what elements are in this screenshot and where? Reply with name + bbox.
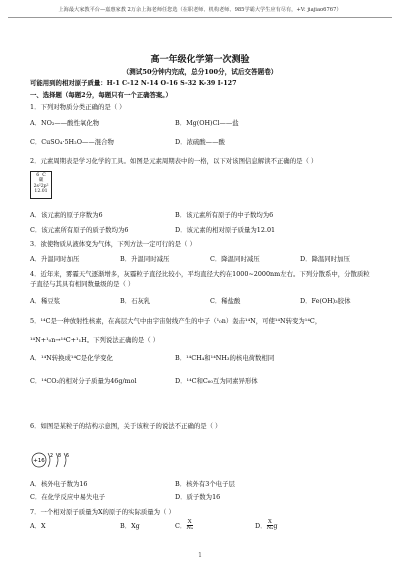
question-5-option-a: A．¹⁴N转换成¹⁴C是化学变化 [30,354,113,362]
header-rule [8,17,392,18]
question-2-option-a: A．该元素的原子序数为6 [30,211,103,219]
question-7-option-b: B．Xg [120,522,140,530]
question-4-option-c: C．稀盐酸 [210,297,241,305]
question-6-option-c: C．在化学反应中易失电子 [30,493,106,501]
question-3-option-a: A．升温同时加压 [30,255,80,263]
question-2-option-b: B．该元素所有原子的中子数均为6 [175,211,274,219]
question-1-option-d: D．浓硫酸——酸 [175,138,225,146]
question-2-option-d: D．该元素的相对原子质量为12.01 [175,226,276,234]
question-7-option-c: C． $\frac{X}{\text{Nₐ}}$ [175,519,194,532]
page-header: 上海最大家教平台—嘉惠家教 2万余上海老师任您选（在职老师、机构老师、985学霸大学生应有尽有，+V: jiajiao6767） [58,7,342,13]
shell-3-electrons: 6 [65,453,70,459]
question-6-stem: 6．如图是某粒子的结构示意图，关于该粒子的说法不正确的是（ ） [30,422,222,430]
question-2-option-c: C．该元素所有原子的质子数均为6 [30,226,129,234]
shell-1-electrons: 2 [49,453,54,459]
question-6-option-b: B．核外有3个电子层 [175,480,235,488]
question-3-option-b: B．升温同时减压 [120,255,170,263]
exam-subtitle: （测试50分钟内完成，总分100分，试后交答题卷） [122,68,278,76]
question-4-option-b: B．石灰乳 [120,297,151,305]
section-heading: 一、选择题（每题2分，每题只有一个正确答案。） [30,91,172,99]
question-4-option-d: D．Fe(OH)₃胶体 [300,297,351,305]
question-5-option-d: D．¹⁴C和C₆₀互为同素异形体 [175,377,258,385]
question-2-stem: 2．元素周期表是学习化学的工具。如图是元素周期表中的一格，以下对该图信息解读不正确的是（ ） [30,157,318,165]
fraction-c: $\frac{X}{\text{Nₐ}}$ [186,519,194,532]
question-4-option-a: A．稀豆浆 [30,297,61,305]
question-7-option-d: D． $\frac{X}{\text{Nₐ}}$ g [255,519,278,532]
element-number: 6 [36,173,40,178]
question-5-option-c: C．¹⁴CO₂的相对分子质量为46g/mol [30,377,137,385]
question-1-option-c: C．CuSO₄·5H₂O——混合物 [30,138,114,146]
question-7-option-a: A．X [30,522,46,530]
element-name: 碳 [38,178,44,184]
element-mass: 12.01 [34,188,48,194]
nucleus-charge: +16 [33,458,45,465]
question-1-option-b: B．Mg(OH)Cl——盐 [175,119,239,127]
element-config: 2s²2p² [33,183,49,189]
question-5-stem-line1: 5．¹⁴C是一种放射性核素，在高层大气中由宇宙射线产生的中子（¹₀n）轰击¹⁴N，可使¹⁴N转变为¹⁴C， [30,317,322,325]
atomic-mass-line: 可能用到的相对原子质量：H-1 C-12 N-14 O-16 S-32 K-39 I-127 [30,79,237,87]
periodic-table-cell [30,171,52,199]
question-6-option-a: A．核外电子数为16 [30,480,88,488]
question-7-stem: 7．一个相对原子质量为X的原子的实际质量为（ ） [30,508,175,516]
question-3-stem: 3．欲使物质从液体变为气体，下列方法一定可行的是（ ） [30,240,196,248]
page-number: 1 [198,552,202,559]
question-1-option-a: A．NO₂——酸性氧化物 [30,119,100,127]
question-5-option-b: B．¹⁴CH₄和¹⁴NH₃的核电荷数相同 [175,354,275,362]
question-3-option-d: D．降温同时加压 [300,255,350,263]
shell-2-electrons: 8 [57,453,62,459]
question-4-stem: 4．近年来，雾霾天气逐渐增多，灰霾粒子直径比较小，平均直径大约在1000~2000nm左右。下列分散系中，分散质粒子直径与其具有相同数量级的是（ ） [30,270,370,288]
question-1-stem: 1．下列对物质分类正确的是（ ） [30,103,126,111]
question-6-option-d: D．质子数为16 [175,493,221,501]
atom-structure-diagram [30,449,80,471]
fraction-d: $\frac{X}{\text{Nₐ}}$ [266,519,274,532]
question-5-stem-line2: ¹⁴N+¹₀n→¹⁴C+¹₁H。下列说法正确的是（ ） [30,336,160,344]
exam-title: 高一年级化学第一次测验 [150,55,250,65]
element-symbol: C [42,173,46,178]
question-3-option-c: C．降温同时减压 [210,255,260,263]
